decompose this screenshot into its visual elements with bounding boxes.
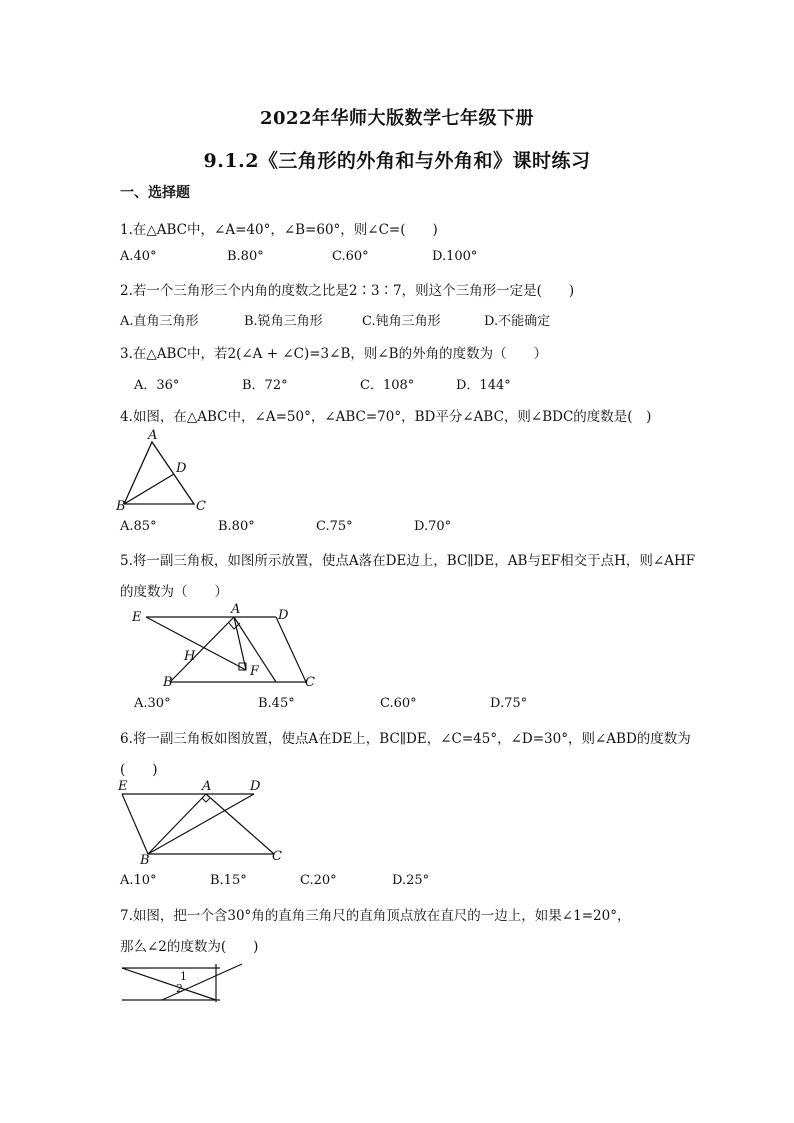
q2-option-a[interactable]: A.直角三角形: [120, 314, 199, 329]
q6-label-b: B: [140, 853, 150, 868]
worksheet-title: 2022年华师大版数学七年级下册: [259, 108, 535, 129]
q5-option-d[interactable]: D.75°: [490, 696, 528, 711]
q1-option-b[interactable]: B.80°: [227, 249, 264, 264]
question-6-text-continued: ( ): [120, 762, 158, 778]
q5-option-c[interactable]: C.60°: [380, 696, 417, 711]
q7-label-1: 1: [180, 970, 187, 983]
q3-option-c[interactable]: C．108°: [360, 378, 415, 393]
question-7-figure: [118, 962, 244, 1006]
q2-option-d[interactable]: D.不能确定: [484, 314, 551, 329]
question-3-text: 3.在△ABC中，若2(∠A + ∠C)=3∠B，则∠B的外角的度数为（ ）: [120, 346, 548, 362]
question-5-text-continued: 的度数为（ ）: [120, 584, 228, 600]
q5-label-a: A: [231, 602, 241, 617]
q4-option-b[interactable]: B.80°: [218, 519, 255, 534]
section-heading: 一、选择题: [120, 185, 190, 201]
q2-option-b[interactable]: B.锐角三角形: [244, 314, 323, 329]
question-5-figure: [130, 602, 320, 690]
question-1-text: 1.在△ABC中，∠A=40°，∠B=60°，则∠C=( ): [120, 222, 438, 238]
question-4-figure: [116, 428, 216, 512]
q3-option-a[interactable]: A．36°: [134, 378, 180, 393]
q5-option-b[interactable]: B.45°: [258, 696, 295, 711]
q6-label-d: D: [250, 779, 261, 794]
q5-label-h: H: [184, 649, 196, 664]
question-7-text-continued: 那么∠2的度数为( ): [120, 939, 259, 955]
q7-label-2: 2: [176, 982, 183, 995]
q6-option-b[interactable]: B.15°: [210, 873, 247, 888]
q5-label-f: F: [250, 664, 260, 679]
q4-label-c: C: [196, 499, 206, 514]
q5-label-e: E: [132, 610, 142, 625]
q1-option-a[interactable]: A.40°: [120, 249, 157, 264]
q4-label-d: D: [176, 461, 187, 476]
q4-label-b: B: [116, 499, 126, 514]
q4-option-d[interactable]: D.70°: [414, 519, 452, 534]
question-4-text: 4.如图，在△ABC中，∠A=50°，∠ABC=70°，BD平分∠ABC，则∠BDC的度数是( ): [120, 409, 652, 425]
q6-option-d[interactable]: D.25°: [392, 873, 430, 888]
q5-label-d: D: [278, 608, 289, 623]
question-6-figure: [116, 780, 292, 866]
q6-label-e: E: [118, 779, 128, 794]
q4-option-c[interactable]: C.75°: [316, 519, 353, 534]
q6-label-a: A: [202, 779, 212, 794]
q6-option-a[interactable]: A.10°: [120, 873, 157, 888]
q1-option-c[interactable]: C.60°: [332, 249, 369, 264]
question-2-text: 2.若一个三角形三个内角的度数之比是2∶3∶7，则这个三角形一定是( ): [120, 283, 575, 299]
q5-option-a[interactable]: A.30°: [134, 696, 171, 711]
q6-label-c: C: [272, 849, 282, 864]
question-6-text: 6.将一副三角板如图放置，使点A在DE上，BC∥DE，∠C=45°，∠D=30°，则∠ABD的度数为: [120, 731, 691, 747]
q5-label-b: B: [163, 675, 173, 690]
question-5-text: 5.将一副三角板，如图所示放置，使点A落在DE边上，BC∥DE，AB与EF相交于点H，则∠AHF: [120, 553, 696, 569]
q4-label-a: A: [148, 428, 158, 443]
question-7-text: 7.如图，把一个含30°角的直角三角尺的直角顶点放在直尺的一边上，如果∠1=20°，: [120, 908, 631, 924]
q5-label-c: C: [305, 675, 315, 690]
q3-option-d[interactable]: D．144°: [456, 378, 511, 393]
q2-option-c[interactable]: C.钝角三角形: [362, 314, 441, 329]
worksheet-subtitle: 9.1.2《三角形的外角和与外角和》课时练习: [203, 150, 591, 172]
q4-option-a[interactable]: A.85°: [120, 519, 157, 534]
q3-option-b[interactable]: B．72°: [242, 378, 288, 393]
q1-option-d[interactable]: D.100°: [432, 249, 478, 264]
q6-option-c[interactable]: C.20°: [300, 873, 337, 888]
